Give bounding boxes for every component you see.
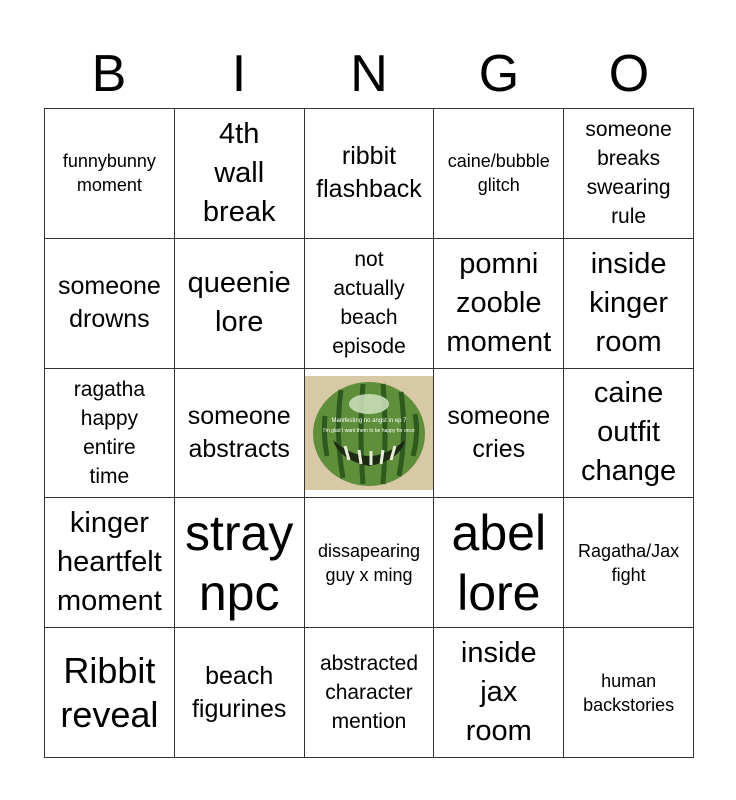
bingo-cell[interactable] xyxy=(175,628,305,758)
header-letter-b: B xyxy=(91,45,127,103)
cell-label: caine outfit change xyxy=(581,377,677,488)
bingo-grid xyxy=(44,108,694,758)
cell-label: queenie lore xyxy=(187,267,291,339)
bingo-cell[interactable] xyxy=(175,109,305,239)
bingo-cell[interactable] xyxy=(175,369,305,499)
cell-label: human backstories xyxy=(583,670,675,715)
bingo-cell[interactable] xyxy=(175,239,305,369)
bingo-cell[interactable] xyxy=(434,109,564,239)
cell-label: Ragatha/Jax fight xyxy=(578,540,680,585)
free-space-caption-2: I'm glad I want them to be happy for once xyxy=(323,427,415,434)
cell-label: ragatha happy entire time xyxy=(73,377,146,488)
free-space-caption-1: Manifesting no angst in ep 7 xyxy=(331,417,407,424)
header-letter-g: G xyxy=(478,45,520,103)
cell-label: someone cries xyxy=(447,401,551,463)
bingo-cell[interactable] xyxy=(45,369,175,499)
cell-label: someone drowns xyxy=(57,272,161,334)
bingo-cell[interactable] xyxy=(564,239,694,369)
cell-label: someone breaks swearing rule xyxy=(585,118,672,229)
cell-label: Ribbit reveal xyxy=(60,649,159,735)
cell-label: abel lore xyxy=(451,504,547,621)
bingo-cell[interactable] xyxy=(434,369,564,499)
bingo-cell[interactable] xyxy=(564,369,694,499)
header-letter-o: O xyxy=(608,45,650,103)
bingo-cell[interactable] xyxy=(305,109,435,239)
cell-label: abstracted character mention xyxy=(319,652,419,734)
watermelon-face-icon xyxy=(305,376,433,490)
bingo-cell[interactable] xyxy=(45,498,175,628)
bingo-cell[interactable] xyxy=(434,239,564,369)
bingo-cell[interactable] xyxy=(564,109,694,239)
cell-label: pomni zooble moment xyxy=(446,247,552,358)
cell-label: beach figurines xyxy=(191,661,287,723)
cell-label: dissapearing guy x ming xyxy=(317,540,421,585)
bingo-cell[interactable] xyxy=(564,628,694,758)
bingo-cell[interactable] xyxy=(434,498,564,628)
bingo-cell[interactable] xyxy=(45,239,175,369)
cell-label: caine/bubble glitch xyxy=(447,151,550,196)
cell-label: someone abstracts xyxy=(187,401,291,463)
cell-label: kinger heartfelt moment xyxy=(57,507,162,618)
cell-label: stray npc xyxy=(185,504,294,621)
bingo-cell[interactable] xyxy=(45,109,175,239)
bingo-cell[interactable] xyxy=(434,628,564,758)
cell-label: ribbit flashback xyxy=(316,142,422,204)
bingo-cell[interactable] xyxy=(175,498,305,628)
bingo-cell[interactable] xyxy=(305,239,435,369)
cell-label: inside kinger room xyxy=(589,247,669,358)
bingo-cell[interactable] xyxy=(45,628,175,758)
cell-label: inside jax room xyxy=(460,637,537,748)
bingo-cell[interactable] xyxy=(305,498,435,628)
bingo-cell[interactable] xyxy=(305,628,435,758)
cell-label: not actually beach episode xyxy=(332,248,406,359)
cell-label: funnybunny moment xyxy=(62,151,156,196)
bingo-header xyxy=(44,40,694,108)
header-letter-n: N xyxy=(350,45,388,103)
header-letter-i: I xyxy=(231,45,247,103)
free-space-cell[interactable] xyxy=(305,369,435,499)
cell-label: 4th wall break xyxy=(202,117,276,228)
bingo-cell[interactable] xyxy=(564,498,694,628)
